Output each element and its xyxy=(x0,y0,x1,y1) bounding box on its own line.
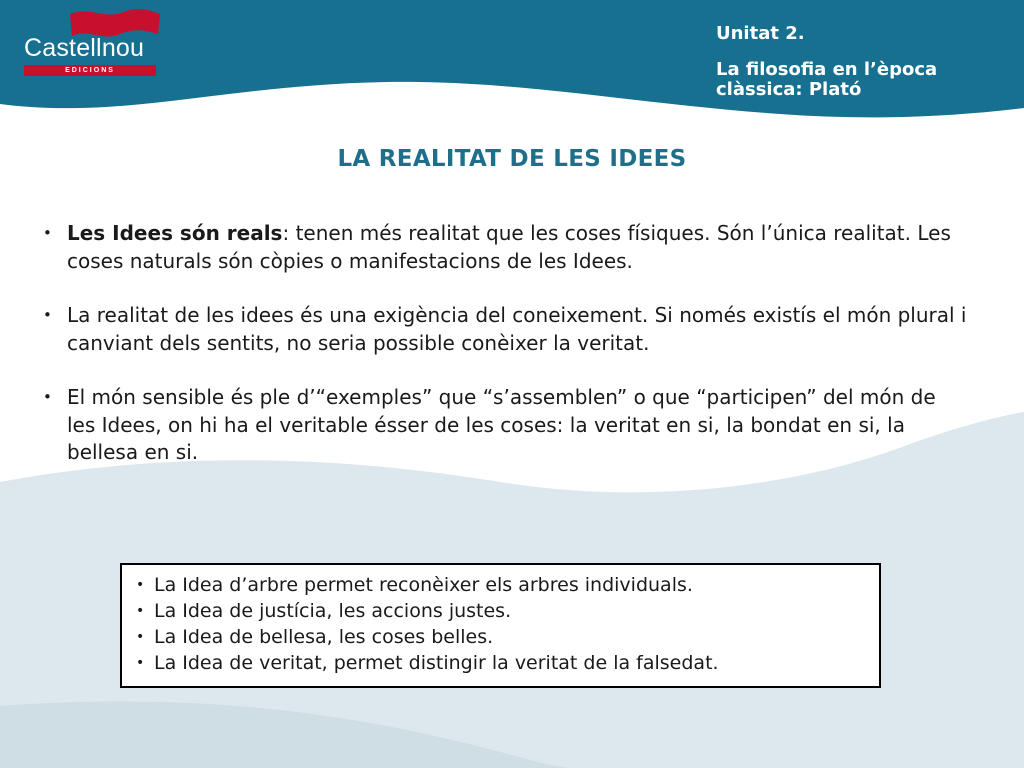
bullet-list xyxy=(40,220,970,494)
bullet-text: El món sensible és ple d’“exemples” que “s’assemblen” o que “participen” del món de les Idees, on hi ha el veritable ésser de les coses: la veritat en si, la bondat en si, la bellesa en si. xyxy=(67,385,936,464)
bullet-text: : tenen més realitat que les coses físiques. Són l’única realitat. Les coses naturals són còpies o manifestacions de les Idees. xyxy=(67,221,951,273)
slide-title: LA REALITAT DE LES IDEES xyxy=(337,146,687,172)
logo-wordmark: Castellnou xyxy=(24,34,145,62)
bullet-text: La realitat de les idees és una exigència del coneixement. Si només existís el món plural i canviant dels sentits, no seria possible conèixer la veritat. xyxy=(67,303,967,355)
example-item: • La Idea d’arbre permet reconèixer els arbres individuals. xyxy=(136,572,879,598)
logo-bar xyxy=(24,65,156,76)
publisher-logo xyxy=(22,8,162,78)
examples-box xyxy=(120,563,881,688)
example-item: • La Idea de bellesa, les coses belles. xyxy=(136,624,879,650)
example-item: • La Idea de justícia, les accions justes. xyxy=(136,598,879,624)
bullet-item xyxy=(40,220,970,275)
unit-subtitle: La filosofia en l’època clàssica: Plató xyxy=(716,59,938,100)
unit-heading xyxy=(716,24,1016,100)
bullet-item xyxy=(40,384,970,467)
bullet-bold-text: Les Idees són reals xyxy=(67,221,283,245)
unit-label: Unitat 2. xyxy=(716,23,805,44)
bullet-item xyxy=(40,302,970,357)
examples-list xyxy=(122,565,879,676)
example-item: • La Idea de veritat, permet distingir la veritat de la falsedat. xyxy=(136,650,879,676)
logo-subtext: EDICIONS xyxy=(65,67,115,74)
